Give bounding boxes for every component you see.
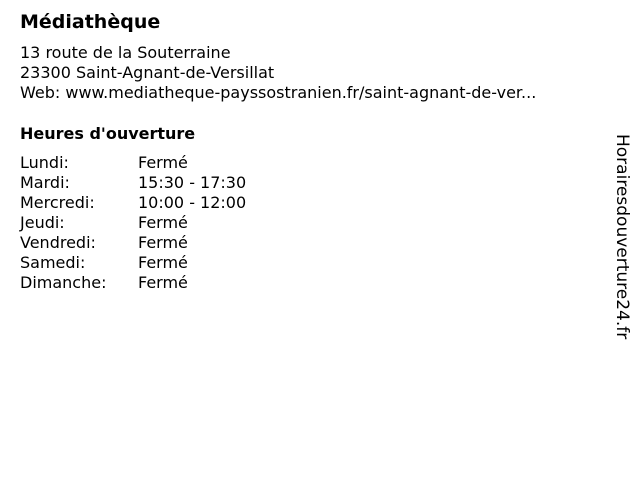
hours-row-lundi <box>20 153 246 173</box>
day-time: Fermé <box>138 153 188 172</box>
place-title: Médiathèque <box>20 11 161 33</box>
hours-row-mercredi <box>20 193 246 213</box>
hours-row-dimanche <box>20 273 246 293</box>
web-line <box>20 83 536 103</box>
web-label: Web: <box>20 83 61 102</box>
day-label: Dimanche: <box>20 273 107 292</box>
day-time: 10:00 - 12:00 <box>138 193 247 212</box>
hours-table <box>20 153 246 293</box>
day-time: Fermé <box>138 253 188 272</box>
hours-heading: Heures d'ouverture <box>20 124 196 143</box>
street-line: 13 route de la Souterraine <box>20 43 231 62</box>
hours-row-samedi <box>20 253 246 273</box>
day-label: Lundi: <box>20 153 69 172</box>
address-block <box>20 43 536 103</box>
day-label: Jeudi: <box>20 213 65 232</box>
site-watermark: Horairesdouverture24.fr <box>612 134 632 340</box>
day-time: Fermé <box>138 273 188 292</box>
day-time: Fermé <box>138 233 188 252</box>
day-label: Samedi: <box>20 253 86 272</box>
day-time: 15:30 - 17:30 <box>138 173 247 192</box>
hours-row-vendredi <box>20 233 246 253</box>
day-label: Mardi: <box>20 173 70 192</box>
hours-row-jeudi <box>20 213 246 233</box>
web-link[interactable]: www.mediatheque-payssostranien.fr/saint-agnant-de-ver... <box>65 83 537 102</box>
day-label: Mercredi: <box>20 193 95 212</box>
hours-row-mardi <box>20 173 246 193</box>
city-line: 23300 Saint-Agnant-de-Versillat <box>20 63 275 82</box>
day-label: Vendredi: <box>20 233 96 252</box>
day-time: Fermé <box>138 213 188 232</box>
